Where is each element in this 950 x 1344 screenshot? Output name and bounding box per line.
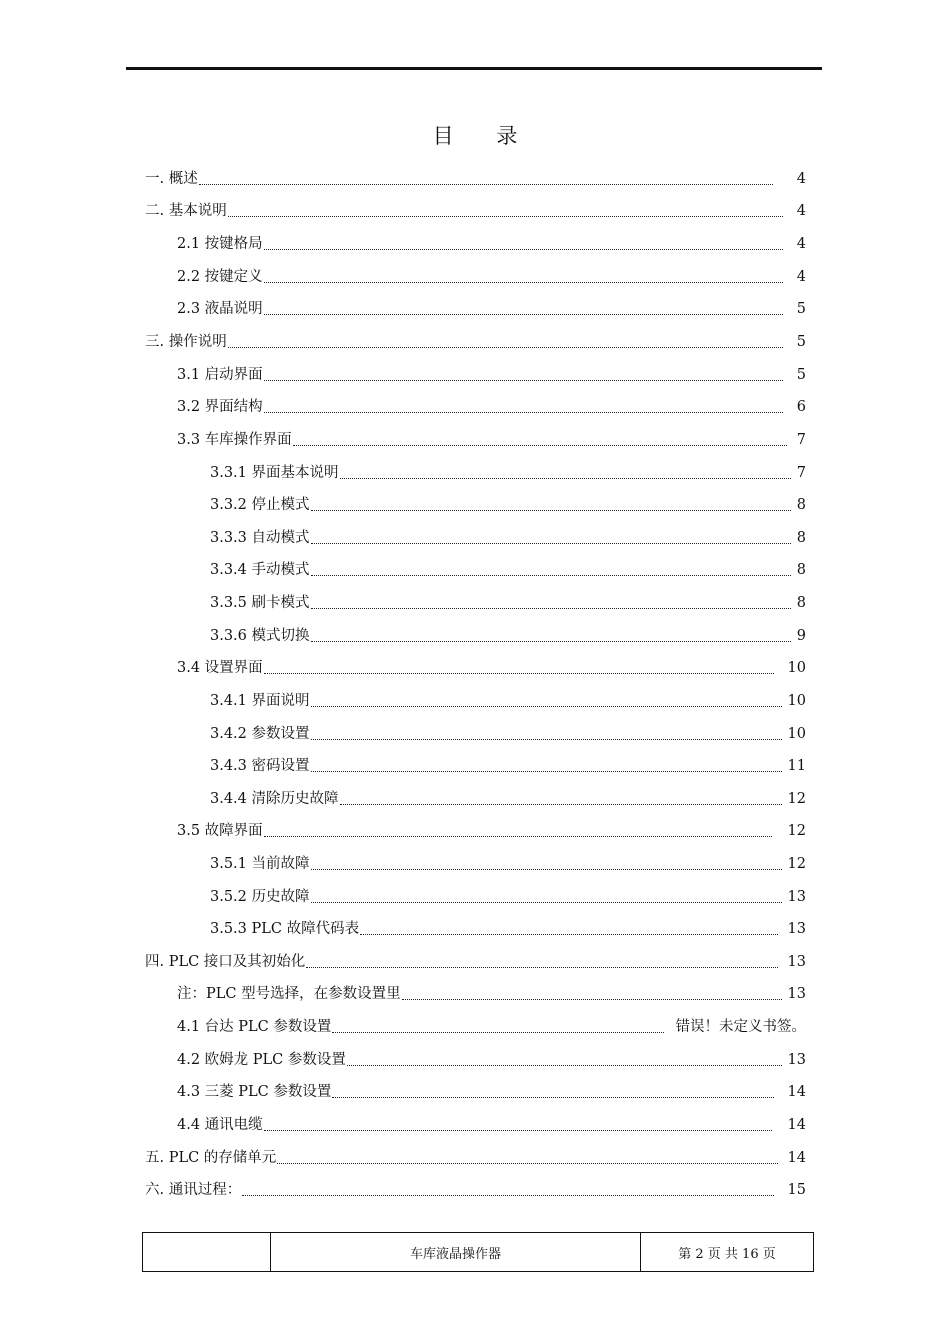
toc-entry-label: 3.3.5 刷卡模式 — [210, 595, 310, 611]
toc-entry-page: 13 — [787, 889, 806, 905]
toc-entry-label: 3.4.4 清除历史故障 — [210, 791, 339, 807]
toc-entry-label: 2.3 液晶说明 — [177, 301, 263, 317]
toc-entry-label: 2.2 按键定义 — [177, 269, 263, 285]
toc-entry-page: 8 — [796, 530, 806, 546]
toc-entry[interactable] — [177, 1077, 806, 1101]
toc-entry-page: 12 — [787, 856, 806, 872]
toc-entry-page: 4 — [796, 171, 806, 187]
toc-entry[interactable] — [210, 555, 806, 579]
toc-entry[interactable] — [145, 947, 806, 971]
toc-entry-label: 3.5.1 当前故障 — [210, 856, 310, 872]
toc-entry-label: 3.4.2 参数设置 — [210, 726, 310, 742]
toc-entry-label: 3.5 故障界面 — [177, 823, 263, 839]
toc-entry-page: 11 — [787, 758, 806, 774]
toc-entry-page: 12 — [787, 791, 806, 807]
toc-entry[interactable] — [177, 425, 806, 449]
toc-entry[interactable] — [145, 327, 806, 351]
toc-entry[interactable] — [210, 588, 806, 612]
toc-entry-label: 二. 基本说明 — [145, 203, 227, 219]
toc-entry[interactable] — [210, 784, 806, 808]
page-footer — [142, 1232, 814, 1272]
toc-entry-label: 2.1 按键格局 — [177, 236, 263, 252]
toc-entry[interactable] — [177, 392, 806, 416]
toc-entry-label: 3.1 启动界面 — [177, 367, 263, 383]
toc-entry[interactable] — [210, 621, 806, 645]
toc-leader-dots — [228, 215, 783, 217]
toc-entry[interactable] — [210, 458, 806, 482]
toc-leader-dots — [311, 542, 791, 544]
toc-entry[interactable] — [145, 164, 806, 188]
footer-page-number: 第 2 页 共 16 页 — [678, 1246, 776, 1262]
toc-entry-page: 8 — [796, 595, 806, 611]
toc-leader-dots — [311, 607, 791, 609]
toc-entry[interactable] — [210, 490, 806, 514]
toc-leader-dots — [264, 281, 783, 283]
toc-leader-dots — [311, 868, 782, 870]
toc-leader-dots — [264, 248, 783, 250]
toc-entry[interactable] — [210, 523, 806, 547]
toc-leader-dots — [264, 411, 783, 413]
toc-leader-dots — [264, 672, 774, 674]
toc-entry-label: 四. PLC 接口及其初始化 — [145, 954, 306, 970]
toc-leader-dots — [332, 1096, 773, 1098]
toc-leader-dots — [311, 640, 791, 642]
toc-leader-dots — [311, 705, 782, 707]
toc-leader-dots — [360, 933, 777, 935]
footer-document-title: 车库液晶操作器 — [271, 1233, 641, 1271]
toc-entry-page: 8 — [796, 562, 806, 578]
toc-entry-page: 12 — [787, 823, 806, 839]
toc-entry-page: 13 — [787, 1052, 806, 1068]
toc-entry-page: 10 — [787, 660, 806, 676]
toc-entry[interactable] — [145, 1175, 806, 1199]
toc-entry-page: 4 — [796, 236, 806, 252]
toc-entry[interactable] — [177, 229, 806, 253]
toc-leader-dots — [332, 1031, 663, 1033]
toc-leader-dots — [228, 346, 783, 348]
toc-entry-page: 14 — [787, 1084, 806, 1100]
toc-entry-label: 3.5.2 历史故障 — [210, 889, 310, 905]
toc-entry-label: 三. 操作说明 — [145, 334, 227, 350]
toc-entry[interactable] — [177, 979, 806, 1003]
toc-entry-page: 13 — [787, 986, 806, 1002]
toc-entry-page: 6 — [796, 399, 806, 415]
toc-leader-dots — [347, 1064, 782, 1066]
toc-entry[interactable] — [177, 294, 806, 318]
toc-entry-page: 13 — [787, 921, 806, 937]
toc-entry-label: 3.4 设置界面 — [177, 660, 263, 676]
toc-entry[interactable] — [177, 360, 806, 384]
toc-leader-dots — [402, 998, 782, 1000]
toc-leader-dots — [306, 966, 777, 968]
toc-entry[interactable] — [210, 849, 806, 873]
toc-entry-label: 3.3.2 停止模式 — [210, 497, 310, 513]
toc-title: 目 录 — [432, 124, 536, 148]
toc-leader-dots — [199, 183, 773, 185]
toc-entry-label: 3.5.3 PLC 故障代码表 — [210, 921, 360, 937]
toc-entry-page: 15 — [787, 1182, 806, 1198]
toc-entry[interactable] — [145, 1143, 806, 1167]
footer-left-cell — [143, 1233, 271, 1271]
header-rule — [126, 67, 822, 70]
toc-leader-dots — [264, 379, 783, 381]
toc-entry-label: 4.3 三菱 PLC 参数设置 — [177, 1084, 332, 1100]
toc-leader-dots — [311, 509, 791, 511]
toc-entry-page: 10 — [787, 693, 806, 709]
toc-entry-label: 3.2 界面结构 — [177, 399, 263, 415]
toc-leader-dots — [264, 313, 783, 315]
toc-entry[interactable] — [210, 719, 806, 743]
toc-entry-page: 5 — [796, 334, 806, 350]
toc-entry[interactable] — [177, 1012, 806, 1036]
toc-entry-label: 3.3 车库操作界面 — [177, 432, 292, 448]
toc-entry-label: 注：PLC 型号选择，在参数设置里 — [177, 986, 401, 1002]
toc-entry-label: 3.3.6 模式切换 — [210, 628, 310, 644]
toc-entry[interactable] — [210, 882, 806, 906]
toc-leader-dots — [311, 738, 782, 740]
toc-entry[interactable] — [177, 1110, 806, 1134]
toc-leader-dots — [242, 1194, 773, 1196]
toc-entry-label: 3.4.3 密码设置 — [210, 758, 310, 774]
toc-entry-page: 9 — [796, 628, 806, 644]
toc-entry-page: 8 — [796, 497, 806, 513]
toc-entry-page: 4 — [796, 269, 806, 285]
toc-leader-dots — [340, 803, 782, 805]
toc-entry-page: 5 — [796, 301, 806, 317]
toc-entry-page: 7 — [796, 465, 806, 481]
toc-entry[interactable] — [177, 262, 806, 286]
toc-leader-dots — [293, 444, 787, 446]
toc-entry-page: 14 — [787, 1150, 806, 1166]
toc-entry[interactable] — [177, 653, 806, 677]
toc-leader-dots — [264, 835, 772, 837]
toc-leader-dots — [311, 901, 782, 903]
toc-entry-label: 4.1 台达 PLC 参数设置 — [177, 1019, 332, 1035]
toc-entry-label: 3.3.1 界面基本说明 — [210, 465, 339, 481]
toc-leader-dots — [264, 1129, 772, 1131]
toc-entry-page: 13 — [787, 954, 806, 970]
toc-entry[interactable] — [210, 751, 806, 775]
toc-entry[interactable] — [177, 1045, 806, 1069]
toc-entry-label: 五. PLC 的存储单元 — [145, 1150, 277, 1166]
toc-entry[interactable] — [145, 196, 806, 220]
toc-entry[interactable] — [177, 816, 806, 840]
toc-leader-dots — [340, 477, 791, 479]
toc-entry-label: 六. 通讯过程： — [145, 1182, 242, 1198]
toc-leader-dots — [311, 574, 791, 576]
toc-entry-page: 14 — [787, 1117, 806, 1133]
toc-entry-page: 5 — [796, 367, 806, 383]
toc-entry-label: 3.3.4 手动模式 — [210, 562, 310, 578]
toc-entry-page: 错误！未定义书签。 — [675, 1019, 806, 1035]
toc-leader-dots — [277, 1162, 777, 1164]
toc-entry-page: 4 — [796, 203, 806, 219]
toc-entry-label: 一. 概述 — [145, 171, 198, 187]
toc-entry[interactable] — [210, 914, 806, 938]
toc-entry-page: 7 — [796, 432, 806, 448]
toc-entry-label: 4.2 欧姆龙 PLC 参数设置 — [177, 1052, 346, 1068]
toc-leader-dots — [311, 770, 782, 772]
toc-entry[interactable] — [210, 686, 806, 710]
toc-entry-page: 10 — [787, 726, 806, 742]
toc-entry-label: 3.3.3 自动模式 — [210, 530, 310, 546]
toc-entry-label: 4.4 通讯电缆 — [177, 1117, 263, 1133]
toc-entry-label: 3.4.1 界面说明 — [210, 693, 310, 709]
